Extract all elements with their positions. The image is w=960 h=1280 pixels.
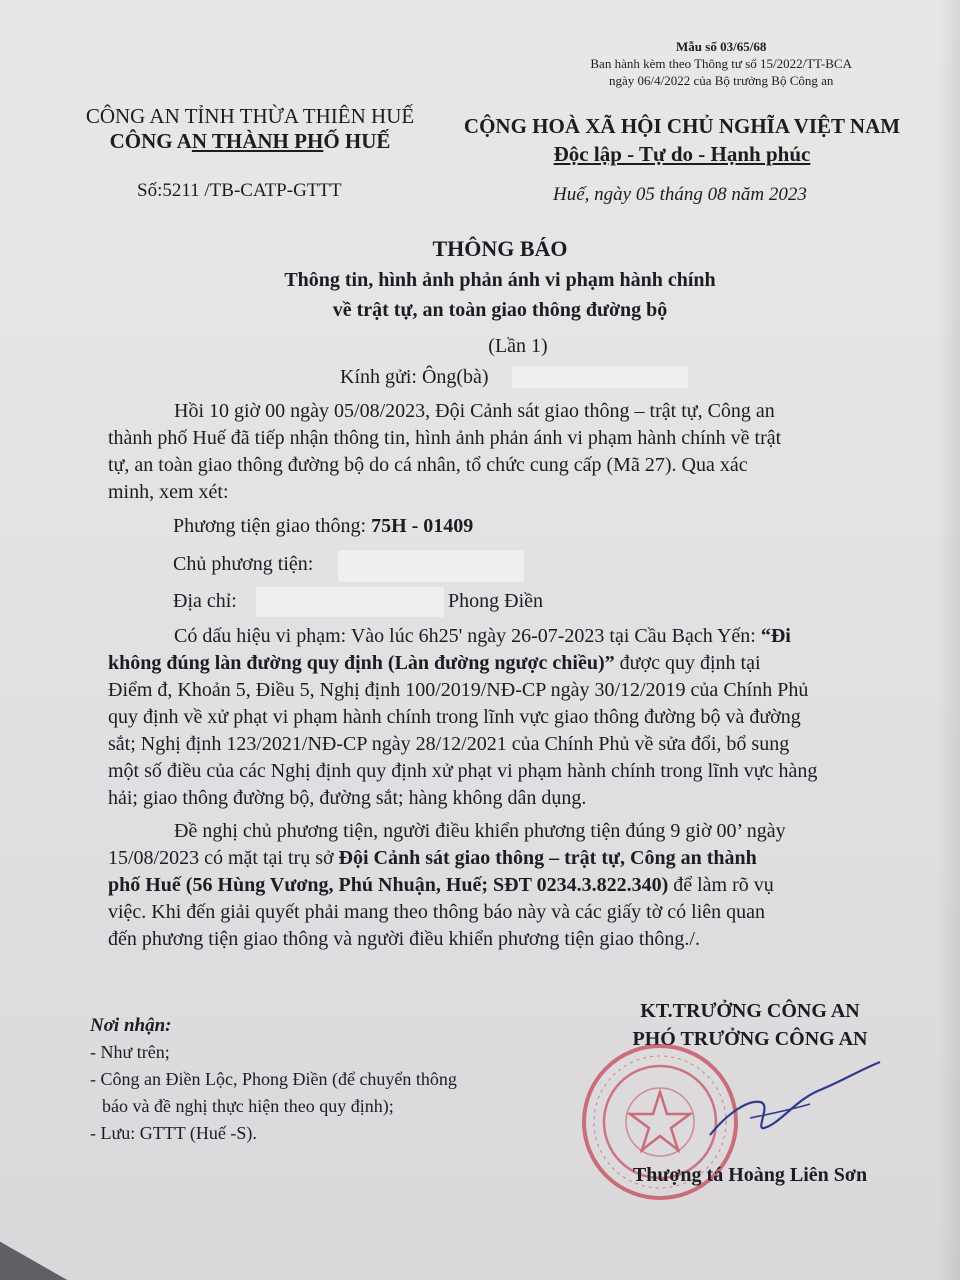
vehicle-plate: 75H - 01409 (371, 515, 474, 537)
recipient-item: - Công an Điền Lộc, Phong Điền (để chuyển thông (90, 1069, 457, 1089)
redacted-address (256, 587, 444, 617)
recipient-item: - Như trên; (90, 1042, 170, 1062)
owner-line: Chủ phương tiện: (173, 553, 314, 575)
form-issued-line2: ngày 06/4/2022 của Bộ trưởng Bộ Công an (608, 73, 834, 88)
redacted-owner (338, 550, 524, 582)
signer-title-1: KT.TRƯỞNG CÔNG AN (640, 1000, 860, 1022)
agency-parent: CÔNG AN TỈNH THỪA THIÊN HUẾ (85, 104, 415, 128)
agency-heading (60, 104, 440, 154)
issue-count: (Lần 1) (488, 335, 548, 357)
document-date: Huế, ngày 05 tháng 08 năm 2023 (553, 184, 807, 205)
recipients-block (90, 1012, 457, 1147)
document-title: THÔNG BÁO (432, 236, 568, 261)
signer-title-2: PHÓ TRƯỞNG CÔNG AN (632, 1028, 868, 1050)
address-district: Phong Điền (448, 590, 543, 612)
recipient-item: báo và đề nghị thực hiện theo quy định); (102, 1096, 394, 1116)
signer-name: Thượng tá Hoàng Liên Sơn (632, 1164, 868, 1186)
redacted-recipient (512, 366, 688, 388)
recipient-line: Kính gửi: Ông(bà) (340, 366, 489, 388)
paper-edge (938, 0, 960, 1280)
vehicle-line: Phương tiện giao thông: 75H - 01409 (173, 515, 474, 537)
address-line: Địa chỉ: (173, 590, 237, 612)
handwritten-signature (700, 1040, 890, 1160)
national-heading (452, 112, 912, 168)
document-subtitle-1: Thông tin, hình ảnh phản ánh vi phạm hành chính (284, 269, 716, 291)
recipient-item: - Lưu: GTTT (Huế -S). (90, 1123, 257, 1143)
national-title: CỘNG HOÀ XÃ HỘI CHỦ NGHĨA VIỆT NAM (463, 114, 901, 138)
form-issued-line1: Ban hành kèm theo Thông tư số 15/2022/TT-BCA (590, 56, 852, 71)
form-number: Mẫu số 03/65/68 (676, 39, 767, 54)
form-reference (590, 38, 852, 89)
document-number: Số:5211 /TB-CATP-GTTT (137, 180, 342, 201)
document-subtitle-2: về trật tự, an toàn giao thông đường bộ (332, 299, 668, 321)
agency-name: CÔNG AN THÀNH PHỐ HUẾ (109, 129, 391, 153)
national-motto: Độc lập - Tự do - Hạnh phúc (553, 142, 811, 166)
recipients-heading: Nơi nhận: (90, 1015, 172, 1036)
